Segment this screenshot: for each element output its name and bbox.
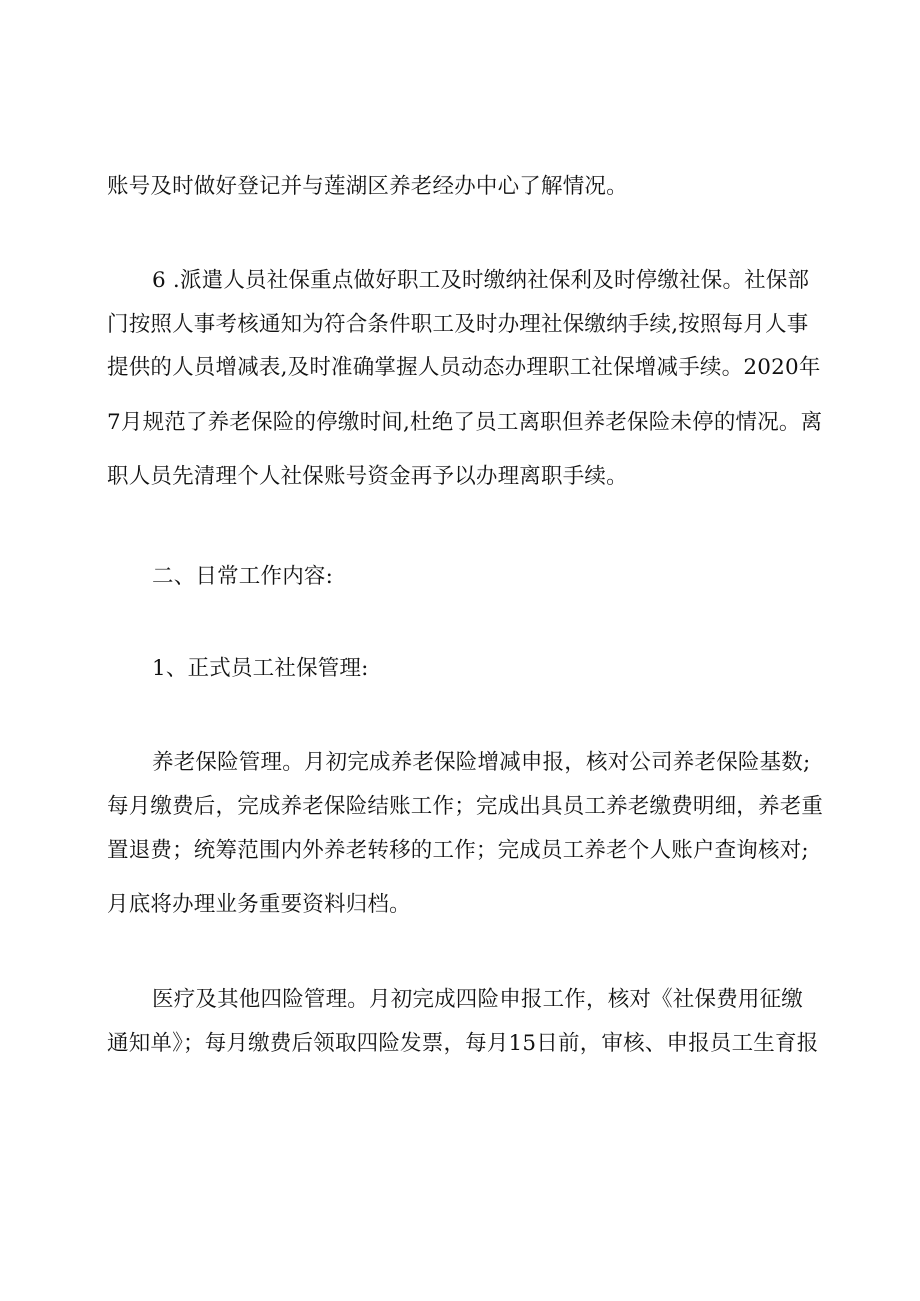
paragraph-pension-line-4: 月底将办理业务重要资料归档。 bbox=[107, 892, 411, 917]
paragraph-medical-line-1: 医疗及其他四险管理。月初完成四险申报工作，核对《社保费用征缴 bbox=[152, 987, 804, 1012]
paragraph-6-line-3: 提供的人员增减表,及时准确掌握人员动态办理职工社保增减手续。2020年 bbox=[107, 355, 821, 380]
paragraph-6-line-2: 门按照人事考核通知为符合条件职工及时办理社保缴纳手续,按照每月人事 bbox=[107, 312, 809, 337]
heading-formal-staff-social-security: 1、正式员工社保管理: bbox=[152, 656, 369, 681]
heading-daily-work: 二、日常工作内容: bbox=[152, 564, 334, 589]
paragraph-6-line-5: 职人员先清理个人社保账号资金再予以办理离职手续。 bbox=[107, 464, 628, 489]
paragraph-6-line-1: 6 .派遣人员社保重点做好职工及时缴纳社保利及时停缴社保。社保部 bbox=[152, 268, 810, 293]
paragraph-intro-line: 账号及时做好登记并与莲湖区养老经办中心了解情况。 bbox=[107, 174, 628, 199]
paragraph-pension-line-2: 每月缴费后，完成养老保险结账工作；完成出具员工养老缴费明细，养老重 bbox=[107, 794, 824, 819]
paragraph-6-line-4: 7月规范了养老保险的停缴时间,杜绝了员工离职但养老保险未停的情况。离 bbox=[107, 410, 823, 435]
paragraph-pension-line-3: 置退费；统筹范围内外养老转移的工作；完成员工养老个人账户查询核对; bbox=[107, 838, 809, 863]
paragraph-medical-line-2: 通知单》；每月缴费后领取四险发票，每月15日前，审核、申报员工生育报 bbox=[107, 1031, 819, 1056]
paragraph-pension-line-1: 养老保险管理。月初完成养老保险增减申报，核对公司养老保险基数; bbox=[152, 750, 811, 775]
